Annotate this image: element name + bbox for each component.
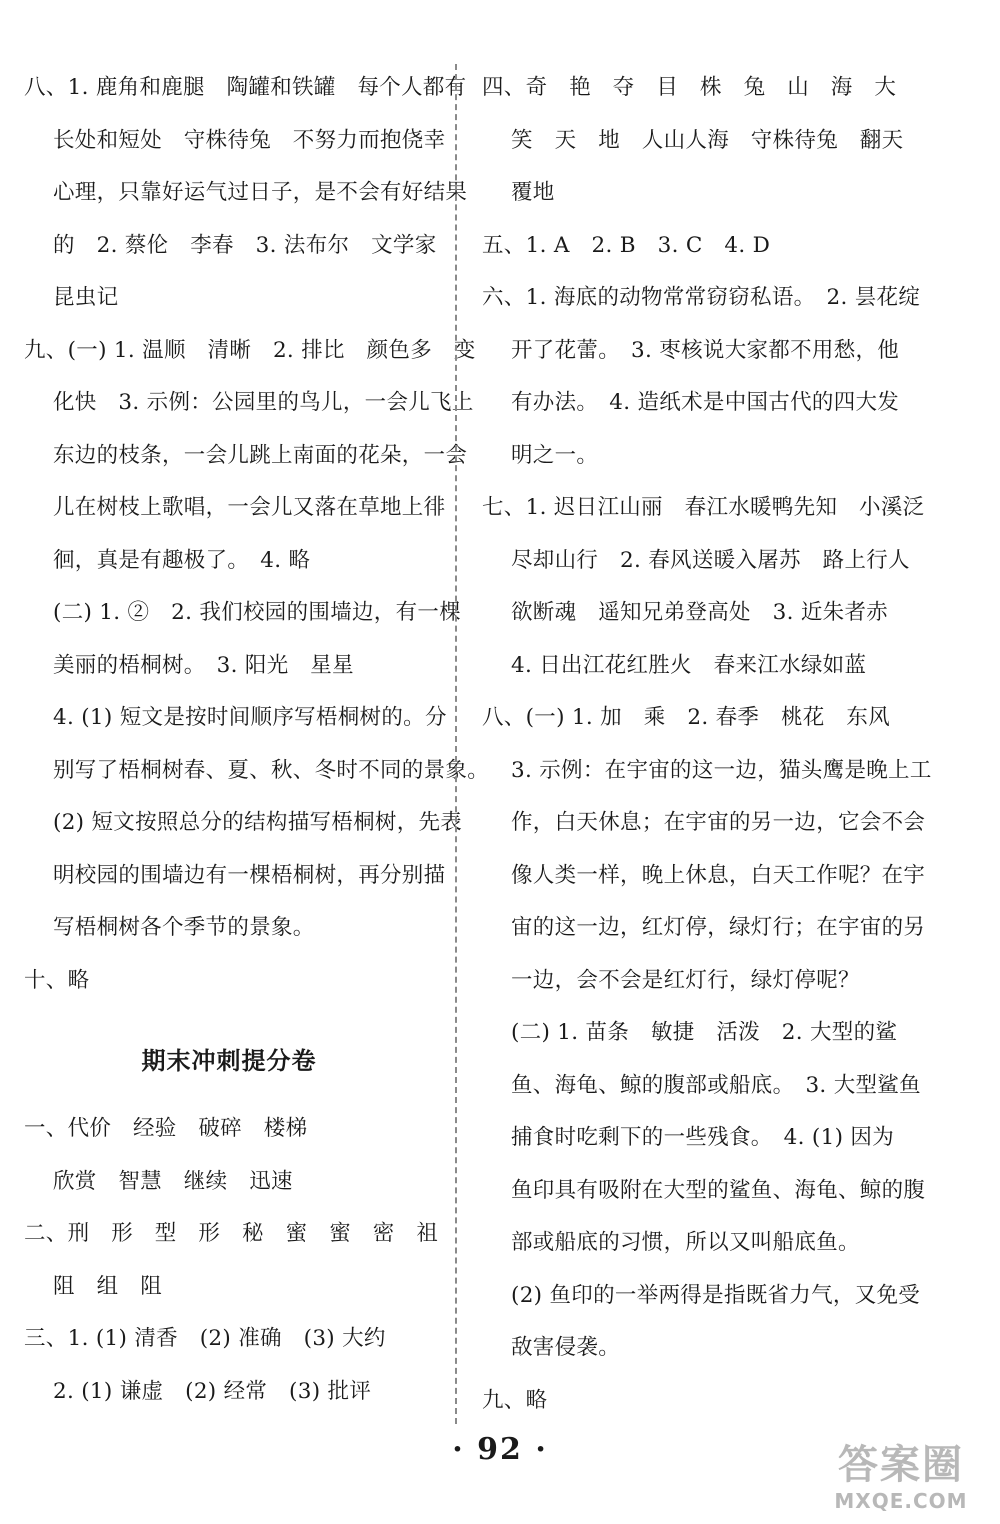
- answer-line: 别写了梧桐树春、夏、秋、冬时不同的景象。: [53, 757, 490, 783]
- answer-line: 三、1. (1) 清香 (2) 准确 (3) 大约: [24, 1326, 386, 1351]
- answer-line: 的 2. 蔡伦 李春 3. 法布尔 文学家: [53, 232, 437, 258]
- answer-line: 八、1. 鹿角和鹿腿 陶罐和铁罐 每个人都有: [24, 75, 467, 100]
- page-number: · 92 ·: [452, 1432, 548, 1467]
- answer-line: (2) 短文按照总分的结构描写梧桐树，先表: [53, 810, 463, 835]
- answer-line: 心理，只靠好运气过日子，是不会有好结果: [53, 180, 468, 205]
- watermark-url: MXQE.COM: [834, 1489, 968, 1513]
- answer-line: 捕食时吃剩下的一些残食。 4. (1) 因为: [511, 1125, 894, 1150]
- watermark-logo: [816, 1440, 986, 1518]
- answer-line: 九、(一) 1. 温顺 清晰 2. 排比 颜色多 变: [24, 337, 476, 363]
- answer-line: 长处和短处 守株待兔 不努力而抱侥幸: [53, 127, 446, 153]
- answer-line: 明之一。: [511, 442, 599, 468]
- answer-line: 十、略: [24, 967, 90, 993]
- answer-line: 儿在树枝上歌唱，一会儿又落在草地上徘: [53, 495, 446, 520]
- answer-line: 3. 示例：在宇宙的这一边，猫头鹰是晚上工: [511, 757, 932, 783]
- answer-line: 开了花蕾。 3. 枣核说大家都不用愁，他: [511, 337, 900, 363]
- answer-line: (二) 1. 苗条 敏捷 活泼 2. 大型的鲨: [511, 1020, 898, 1045]
- answer-line: 一、代价 经验 破碎 楼梯: [24, 1116, 308, 1141]
- answer-line: 美丽的梧桐树。 3. 阳光 星星: [53, 652, 354, 678]
- answer-line: 一边，会不会是红灯行，绿灯停呢？: [511, 967, 860, 993]
- answer-line: 阻 组 阻: [53, 1273, 163, 1299]
- answer-line: 4. (1) 短文是按时间顺序写梧桐树的。分: [53, 705, 447, 730]
- answer-line: 六、1. 海底的动物常常窃窃私语。 2. 昙花绽: [482, 285, 921, 310]
- answer-line: 笑 天 地 人山人海 守株待兔 翻天: [511, 127, 904, 153]
- answer-line: 有办法。 4. 造纸术是中国古代的四大发: [511, 390, 900, 415]
- answer-line: 明校园的围墙边有一棵梧桐树，再分别描: [53, 862, 446, 888]
- answer-line: 昆虫记: [53, 285, 119, 310]
- left-column: [24, 62, 490, 1418]
- answer-line: 欲断魂 遥知兄弟登高处 3. 近朱者赤: [511, 600, 889, 625]
- answer-line: 覆地: [511, 180, 555, 205]
- answer-line: 部或船底的习惯，所以又叫船底鱼。: [511, 1230, 860, 1255]
- answer-line: (2) 鱼印的一举两得是指既省力气，又免受: [511, 1282, 921, 1308]
- column-divider: [455, 64, 457, 1424]
- answer-line: (二) 1. ② 2. 我们校园的围墙边，有一棵: [53, 600, 462, 625]
- answer-line: 鱼印具有吸附在大型的鲨鱼、海龟、鲸的腹: [511, 1177, 926, 1203]
- answer-line: 像人类一样，晚上休息，白天工作呢？在宇: [511, 862, 926, 888]
- answer-line: 徊，真是有趣极了。 4. 略: [53, 547, 311, 573]
- answer-line: 九、略: [482, 1387, 548, 1413]
- answer-line: 鱼、海龟、鲸的腹部或船底。 3. 大型鲨鱼: [511, 1072, 921, 1098]
- answer-line: 宙的这一边，红灯停，绿灯行；在宇宙的另: [511, 915, 926, 940]
- answer-line: 化快 3. 示例：公园里的鸟儿，一会儿飞上: [53, 390, 474, 415]
- answer-line: 欣赏 智慧 继续 迅速: [53, 1168, 293, 1194]
- answer-line: 二、刑 形 型 形 秘 蜜 蜜 密 祖: [24, 1221, 439, 1246]
- answer-line: 四、奇 艳 夺 目 株 兔 山 海 大: [482, 75, 897, 100]
- section-title: 期末冲刺提分卷: [141, 1047, 317, 1075]
- answer-line: 作，白天休息；在宇宙的另一边，它会不会: [511, 810, 926, 835]
- answer-line: 五、1. A 2. B 3. C 4. D: [482, 232, 771, 258]
- answer-line: 写梧桐树各个季节的景象。: [53, 915, 315, 940]
- answer-line: 八、(一) 1. 加 乘 2. 春季 桃花 东风: [482, 705, 891, 730]
- answer-line: 4. 日出江花红胜火 春来江水绿如蓝: [511, 652, 867, 678]
- watermark-text: 答案圈: [838, 1442, 964, 1488]
- answer-line: 2. (1) 谦虚 (2) 经常 (3) 批评: [53, 1378, 372, 1404]
- answer-line: 东边的枝条，一会儿跳上南面的花朵，一会: [53, 442, 468, 468]
- right-column: [482, 62, 932, 1427]
- answer-line: 敌害侵袭。: [511, 1335, 621, 1360]
- answer-line: 尽却山行 2. 春风送暖入屠苏 路上行人: [511, 547, 910, 573]
- answer-line: 七、1. 迟日江山丽 春江水暖鸭先知 小溪泛: [482, 495, 925, 520]
